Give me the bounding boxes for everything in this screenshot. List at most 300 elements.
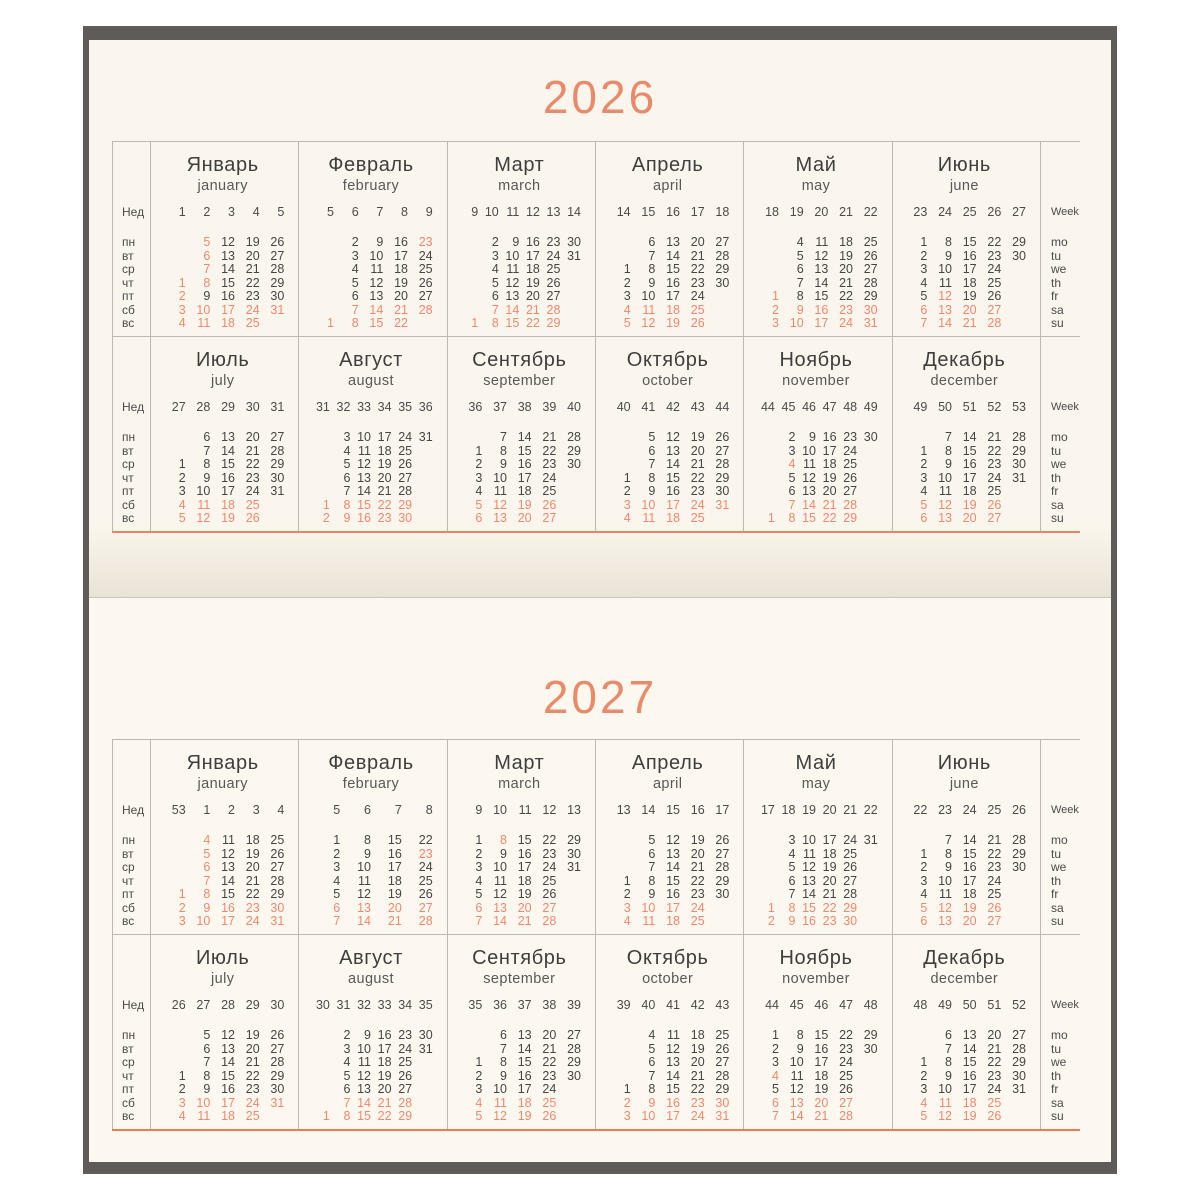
date-cell: 5 — [648, 833, 656, 847]
date-cell: 7 — [475, 914, 483, 928]
week-number-cell: 45 — [789, 998, 804, 1012]
date-cell: 30 — [567, 457, 581, 471]
date-cell: 1 — [178, 1068, 186, 1083]
date-cell: 4 — [203, 833, 211, 847]
date-cell: 26 — [987, 497, 1002, 512]
date-cell: 11 — [790, 1068, 804, 1083]
date-cell: 8 — [203, 275, 211, 290]
weekday-label-en-su: su — [1050, 511, 1064, 525]
date-cell: 7 — [333, 914, 341, 928]
month-name-ru: Июль — [195, 349, 250, 371]
date-cell: 7 — [203, 443, 211, 458]
date-cell: 11 — [939, 1095, 952, 1110]
date-cell: 6 — [796, 262, 804, 276]
date-cell: 21 — [387, 914, 402, 928]
month-july-2027 — [150, 935, 298, 1129]
date-cell: 28 — [715, 1068, 730, 1083]
date-cell: 11 — [642, 302, 656, 317]
date-cell: 16 — [962, 860, 977, 874]
date-cell: 12 — [938, 497, 952, 512]
date-cell: 3 — [623, 1109, 631, 1123]
date-cell: 10 — [938, 1082, 952, 1096]
weekday-label-en-mo: mo — [1050, 235, 1068, 249]
date-cell: 25 — [398, 443, 413, 458]
date-cell: 5 — [648, 430, 656, 444]
date-cell — [161, 861, 186, 875]
date-row-mo — [903, 1029, 1026, 1043]
date-cell: 29 — [715, 873, 730, 888]
week-number-cell: 44 — [760, 400, 775, 414]
date-cell: 5 — [203, 235, 211, 249]
date-cell: 14 — [221, 262, 235, 276]
date-cell: 15 — [802, 511, 816, 525]
date-cell — [754, 472, 775, 486]
date-cell: 28 — [715, 860, 730, 874]
date-cell: 4 — [920, 1095, 928, 1110]
date-cell: 2 — [623, 887, 631, 901]
months-row-1 — [112, 739, 1080, 934]
date-cell: 4 — [920, 275, 928, 290]
date-cell: 11 — [222, 833, 235, 847]
date-cell: 10 — [505, 248, 520, 263]
date-cell: 3 — [491, 248, 499, 263]
date-cell — [1001, 1097, 1026, 1111]
date-cell: 2 — [623, 484, 631, 498]
date-cell: 9 — [945, 1068, 952, 1083]
weekday-label-we: ср — [122, 860, 135, 874]
month-february-2026 — [298, 142, 446, 336]
date-cell: 18 — [525, 262, 540, 276]
date-cell — [161, 431, 186, 445]
date-row-fr — [309, 1083, 432, 1097]
date-cell: 6 — [203, 860, 211, 874]
date-cell: 22 — [418, 833, 433, 847]
date-cell: 15 — [962, 1055, 977, 1069]
month-august-2026 — [298, 337, 446, 531]
date-cell: 25 — [245, 1109, 260, 1123]
week-number-cell: 53 — [1012, 400, 1026, 414]
date-cell: 30 — [398, 511, 413, 525]
date-cell — [606, 834, 631, 848]
date-row-tu — [754, 250, 877, 264]
date-cell — [309, 472, 330, 486]
weekday-label-en-sa: sa — [1050, 900, 1064, 915]
week-numbers-row — [309, 205, 432, 219]
date-row-we — [309, 861, 432, 875]
date-cell: 24 — [245, 1095, 260, 1110]
week-numbers-row — [606, 998, 729, 1012]
date-cell: 15 — [814, 289, 829, 303]
weekday-label-fr: пт — [122, 1082, 134, 1096]
date-row-th — [754, 1070, 877, 1084]
date-row-su — [458, 1110, 581, 1124]
date-cell: 10 — [357, 1041, 371, 1056]
date-cell: 13 — [357, 900, 371, 915]
month-name-ru: Март — [494, 154, 545, 176]
date-cell: 5 — [788, 470, 796, 485]
date-cell — [560, 277, 581, 291]
month-name — [309, 142, 432, 205]
month-may-2026 — [743, 142, 891, 336]
date-cell: 30 — [418, 1028, 433, 1042]
week-number-cell: 24 — [938, 205, 952, 219]
date-cell: 13 — [493, 900, 507, 915]
date-cell — [1001, 1110, 1026, 1124]
date-cell: 30 — [567, 846, 581, 861]
month-name-ru: Сентябрь — [472, 947, 567, 969]
date-cell: 7 — [788, 497, 796, 512]
date-cell: 7 — [203, 262, 211, 276]
date-row-fr — [606, 888, 729, 902]
date-cell: 24 — [418, 248, 433, 263]
date-cell: 17 — [387, 860, 402, 874]
month-name-ru: Сентябрь — [472, 349, 567, 371]
date-cell — [309, 304, 334, 318]
date-cell: 11 — [667, 1028, 680, 1042]
date-cell: 7 — [945, 430, 952, 444]
week-number-cell: 10 — [493, 803, 507, 817]
date-cell: 23 — [245, 1082, 260, 1096]
date-cell: 22 — [690, 470, 705, 485]
date-cell: 12 — [666, 833, 680, 847]
date-cell: 26 — [715, 833, 730, 847]
date-cell: 24 — [690, 289, 705, 303]
date-row-sa — [161, 902, 284, 916]
date-cell: 14 — [666, 860, 680, 874]
date-cell: 20 — [962, 914, 977, 928]
week-number-cell: 8 — [401, 205, 408, 219]
weekday-label-mo: пн — [122, 1028, 136, 1042]
date-cell: 24 — [245, 302, 260, 317]
date-row-sa — [606, 1097, 729, 1111]
date-cell: 13 — [357, 1082, 371, 1096]
date-cell: 26 — [418, 887, 433, 901]
date-cell: 23 — [822, 914, 837, 928]
date-cell: 30 — [567, 235, 581, 249]
date-cell: 4 — [920, 887, 928, 901]
date-cell — [309, 263, 334, 277]
date-row-th — [606, 277, 729, 291]
date-cell: 17 — [221, 1095, 235, 1110]
weekday-gutter-right — [1040, 142, 1080, 336]
date-cell — [705, 317, 730, 331]
date-row-th — [309, 277, 432, 291]
date-cell: 6 — [772, 1095, 779, 1110]
date-cell: 14 — [666, 248, 680, 263]
month-name — [606, 337, 729, 400]
month-name-en: june — [949, 178, 979, 194]
date-cell: 23 — [418, 846, 433, 861]
date-cell: 24 — [690, 1109, 705, 1123]
date-cell: 24 — [546, 248, 561, 263]
date-cell: 26 — [987, 900, 1002, 915]
week-number-cell: 28 — [196, 400, 211, 414]
week-number-cell: 47 — [839, 998, 853, 1012]
date-cell: 9 — [796, 1041, 804, 1056]
date-cell: 15 — [387, 833, 402, 847]
date-cell: 4 — [178, 1109, 186, 1123]
date-cell: 6 — [343, 1082, 351, 1096]
date-cell: 27 — [839, 1095, 853, 1110]
date-cell: 24 — [542, 470, 557, 485]
date-row-mo — [606, 1029, 729, 1043]
date-cell: 17 — [822, 443, 837, 458]
date-cell: 17 — [517, 860, 532, 874]
date-cell: 7 — [788, 887, 796, 901]
date-cell: 16 — [802, 914, 816, 928]
month-name-en: october — [642, 373, 694, 389]
date-cell: 27 — [567, 1028, 581, 1042]
date-cell — [412, 512, 433, 526]
date-cell: 24 — [245, 914, 260, 928]
month-name — [754, 935, 877, 998]
date-cell: 25 — [839, 1068, 853, 1083]
date-cell: 27 — [715, 846, 730, 861]
date-cell — [1001, 915, 1026, 929]
date-row-su — [606, 512, 729, 526]
date-cell: 8 — [343, 497, 351, 512]
date-cell: 30 — [1012, 1068, 1026, 1083]
date-cell — [1001, 290, 1026, 304]
date-cell: 2 — [475, 457, 483, 471]
date-cell: 20 — [387, 900, 402, 915]
date-cell: 29 — [398, 497, 413, 512]
date-cell: 3 — [475, 860, 483, 874]
week-number-cell: 18 — [715, 205, 730, 219]
date-cell — [309, 236, 334, 250]
weekday-label-en-su: su — [1050, 316, 1064, 330]
date-cell — [1001, 499, 1026, 513]
date-row-tu — [754, 1043, 877, 1057]
date-cell: 7 — [500, 1041, 507, 1056]
date-cell: 11 — [642, 511, 656, 525]
date-cell: 24 — [843, 443, 858, 458]
date-cell — [309, 445, 330, 459]
date-cell: 27 — [987, 302, 1002, 317]
week-numbers-row — [161, 400, 284, 414]
date-cell: 28 — [1012, 1041, 1026, 1056]
month-name — [754, 142, 877, 205]
date-cell: 16 — [517, 457, 532, 471]
date-cell: 6 — [475, 900, 483, 915]
week-number-cell: 22 — [863, 803, 878, 817]
date-cell: 5 — [623, 316, 631, 330]
week-number-cell: 29 — [245, 998, 260, 1012]
date-cell: 11 — [494, 873, 507, 888]
date-cell: 17 — [221, 484, 235, 498]
date-cell: 25 — [418, 873, 433, 888]
week-number-cell: 2 — [228, 803, 235, 817]
date-cell: 22 — [839, 289, 853, 303]
date-row-sa — [903, 1097, 1026, 1111]
date-cell: 28 — [715, 248, 730, 263]
date-row-sa — [903, 902, 1026, 916]
date-cell: 6 — [343, 470, 351, 485]
date-cell: 3 — [475, 1082, 483, 1096]
date-cell: 3 — [343, 1041, 351, 1056]
date-cell: 11 — [642, 914, 656, 928]
date-cell: 6 — [945, 1028, 952, 1042]
week-number-cell: 4 — [252, 205, 260, 219]
date-cell: 3 — [623, 289, 631, 303]
date-cell: 23 — [690, 887, 705, 901]
date-cell: 7 — [920, 316, 928, 330]
date-cell: 3 — [475, 470, 483, 485]
week-column-label-en: Week — [1050, 804, 1079, 816]
date-cell: 16 — [357, 511, 371, 525]
weekday-labels-en — [1051, 431, 1080, 526]
date-cell: 26 — [839, 1082, 853, 1096]
date-cell: 9 — [364, 1028, 371, 1042]
date-cell: 1 — [322, 1109, 330, 1123]
date-cell: 20 — [690, 846, 705, 861]
date-row-fr — [903, 1083, 1026, 1097]
weekday-label-en-th: th — [1050, 1068, 1061, 1083]
weekday-label-mo: пн — [122, 833, 136, 847]
date-cell: 31 — [567, 248, 581, 263]
date-cell: 21 — [517, 914, 532, 928]
date-cell: 12 — [938, 1109, 952, 1123]
date-row-mo — [903, 236, 1026, 250]
date-row-sa — [458, 304, 581, 318]
date-cell: 7 — [796, 275, 804, 290]
weekday-label-en-sa: sa — [1050, 1095, 1064, 1110]
date-cell: 3 — [623, 900, 631, 915]
week-numbers-row — [309, 998, 432, 1012]
date-cell: 3 — [772, 316, 779, 330]
week-number-cell: 27 — [196, 998, 211, 1012]
month-name-en: january — [197, 776, 248, 792]
weekday-label-en-fr: fr — [1050, 484, 1059, 498]
month-name-en: may — [801, 776, 831, 792]
month-name-en: december — [930, 971, 999, 987]
date-cell: 4 — [475, 484, 483, 498]
weekday-label-en-we: we — [1050, 860, 1067, 874]
date-cell: 2 — [343, 1028, 351, 1042]
date-row-we — [606, 861, 729, 875]
date-cell: 11 — [939, 484, 952, 498]
date-cell: 10 — [196, 914, 211, 928]
week-numbers-row — [903, 998, 1026, 1012]
date-cell: 1 — [475, 1055, 483, 1069]
date-cell: 26 — [715, 430, 730, 444]
date-cell: 17 — [666, 289, 680, 303]
date-cell: 11 — [197, 316, 211, 330]
month-february-2027 — [298, 740, 446, 934]
week-numbers-row — [754, 803, 877, 817]
date-cell: 1 — [772, 1028, 779, 1042]
date-cell — [161, 875, 186, 889]
date-cell: 27 — [542, 511, 557, 525]
month-name — [903, 337, 1026, 400]
date-cell: 23 — [987, 457, 1002, 471]
date-cell: 2 — [322, 511, 330, 525]
date-cell: 5 — [920, 289, 928, 303]
date-cell: 28 — [715, 457, 730, 471]
date-cell: 8 — [945, 235, 952, 249]
date-row-we — [754, 458, 877, 472]
date-cell: 20 — [525, 289, 540, 303]
week-number-cell: 18 — [765, 205, 779, 219]
date-row-fr — [903, 888, 1026, 902]
date-cell: 24 — [843, 833, 858, 847]
date-cell: 1 — [767, 511, 775, 525]
dates-grid — [458, 236, 581, 331]
date-row-tu — [606, 250, 729, 264]
week-number-cell: 13 — [546, 205, 561, 219]
date-cell: 1 — [920, 846, 928, 861]
date-cell: 19 — [377, 1068, 392, 1083]
date-cell — [606, 861, 631, 875]
date-row-su — [161, 317, 284, 331]
date-cell: 12 — [666, 1041, 680, 1056]
date-cell: 5 — [796, 248, 804, 263]
date-cell: 12 — [938, 900, 952, 915]
month-name-ru: Декабрь — [923, 947, 1006, 969]
month-name — [903, 740, 1026, 803]
date-cell: 21 — [822, 497, 837, 512]
date-cell: 7 — [491, 302, 499, 317]
week-number-cell: 14 — [641, 803, 656, 817]
date-row-mo — [161, 834, 284, 848]
date-cell: 13 — [789, 1095, 804, 1110]
week-number-cell: 40 — [616, 400, 631, 414]
date-cell: 10 — [357, 430, 371, 444]
weekday-label-tu: вт — [122, 443, 134, 458]
date-cell: 9 — [648, 1095, 656, 1110]
date-cell — [606, 236, 631, 250]
date-cell: 18 — [666, 914, 680, 928]
date-cell: 20 — [377, 1082, 392, 1096]
date-cell — [853, 1097, 878, 1111]
date-cell: 25 — [542, 873, 557, 888]
date-cell: 28 — [839, 1109, 853, 1123]
date-cell: 25 — [715, 1028, 730, 1042]
date-cell: 9 — [343, 511, 351, 525]
date-cell: 30 — [270, 1082, 285, 1096]
date-row-sa — [309, 1097, 432, 1111]
date-cell: 30 — [863, 302, 878, 317]
month-october-2026 — [595, 337, 743, 531]
date-row-sa — [309, 499, 432, 513]
date-cell: 15 — [962, 846, 977, 861]
date-row-su — [458, 915, 581, 929]
date-cell: 22 — [245, 275, 260, 290]
date-cell: 21 — [690, 1068, 705, 1083]
date-cell: 16 — [822, 430, 837, 444]
date-cell: 9 — [500, 1068, 507, 1083]
date-cell: 1 — [920, 235, 928, 249]
date-cell: 5 — [788, 860, 796, 874]
date-cell: 18 — [221, 497, 235, 512]
date-cell: 8 — [796, 289, 804, 303]
date-cell: 9 — [203, 289, 211, 303]
week-number-cell: 48 — [863, 998, 878, 1012]
date-cell: 18 — [962, 484, 977, 498]
date-cell: 11 — [197, 497, 211, 512]
date-cell — [556, 472, 581, 486]
date-row-tu — [458, 445, 581, 459]
date-cell — [309, 1043, 330, 1057]
date-cell — [412, 499, 433, 513]
date-cell: 20 — [542, 1028, 557, 1042]
date-cell: 16 — [221, 470, 235, 485]
week-column-label: Нед — [122, 205, 145, 219]
date-row-th — [754, 875, 877, 889]
date-cell: 4 — [351, 262, 359, 276]
date-cell — [556, 888, 581, 902]
date-row-we — [754, 263, 877, 277]
